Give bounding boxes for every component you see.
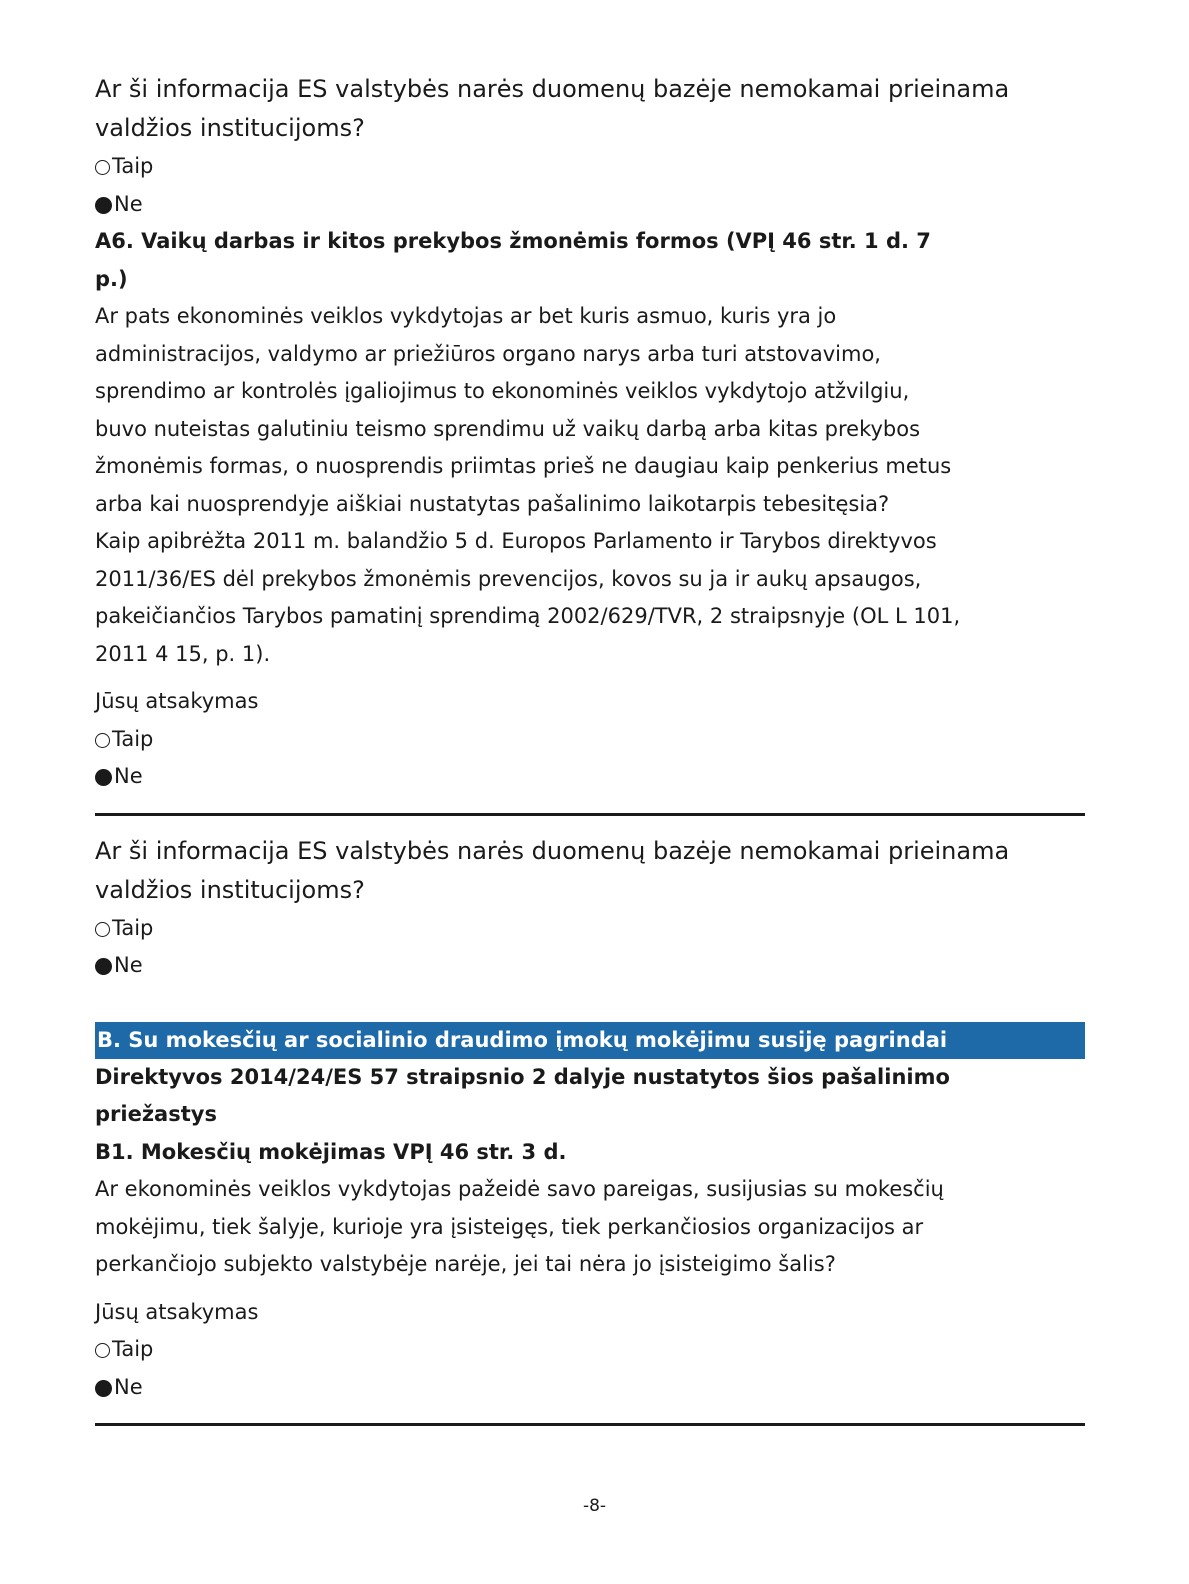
body-line: Kaip apibrėžta 2011 m. balandžio 5 d. Europos Parlamento ir Tarybos direktyvos <box>95 529 937 553</box>
section-heading-a6: p.) <box>95 266 128 291</box>
answer-label: Jūsų atsakymas <box>95 689 259 713</box>
radio-checked-icon <box>95 197 112 214</box>
document-content <box>95 70 1085 1426</box>
option-taip: Taip <box>95 148 1085 186</box>
question-line: valdžios institucijoms? <box>95 875 365 904</box>
radio-unchecked-icon <box>95 160 110 175</box>
option-taip: Taip <box>95 721 1085 759</box>
body-line: 2011/36/ES dėl prekybos žmonėmis prevencijos, kovos su ja ir aukų apsaugos, <box>95 566 922 591</box>
section-subtitle: priežastys <box>95 1102 217 1126</box>
body-line: Ar pats ekonominės veiklos vykdytojas ar bet kuris asmuo, kuris yra jo <box>95 304 837 328</box>
body-line: perkančiojo subjekto valstybėje narėje, jei tai nėra jo įsisteigimo šalis? <box>95 1252 836 1276</box>
body-line: žmonėmis formas, o nuosprendis priimtas prieš ne daugiau kaip penkerius metus <box>95 454 952 478</box>
option-ne: Ne <box>95 186 1085 224</box>
section-heading-b1: B1. Mokesčių mokėjimas VPĮ 46 str. 3 d. <box>95 1139 567 1164</box>
page-number: -8- <box>582 1496 607 1516</box>
body-line: Ar ekonominės veiklos vykdytojas pažeidė savo pareigas, susijusias su mokesčių <box>95 1177 944 1201</box>
section-subtitle: Direktyvos 2014/24/ES 57 straipsnio 2 dalyje nustatytos šios pašalinimo <box>95 1064 950 1089</box>
radio-unchecked-icon <box>95 1343 110 1358</box>
option-taip: Taip <box>95 1331 1085 1369</box>
body-line: pakeičiančios Tarybos pamatinį sprendimą 2002/629/TVR, 2 straipsnyje (OL L 101, <box>95 604 961 628</box>
question-line: Ar ši informacija ES valstybės narės duomenų bazėje nemokamai prieinama <box>95 75 1010 103</box>
body-line: buvo nuteistas galutiniu teismo sprendimu už vaikų darbą arba kitas prekybos <box>95 416 921 441</box>
radio-unchecked-icon <box>95 922 110 937</box>
divider <box>95 1423 1085 1426</box>
answer-label: Jūsų atsakymas <box>95 1299 259 1324</box>
question-line: valdžios institucijoms? <box>95 114 365 142</box>
question-line: Ar ši informacija ES valstybės narės duomenų bazėje nemokamai prieinama <box>95 836 1010 865</box>
radio-unchecked-icon <box>95 733 110 748</box>
option-ne: Ne <box>95 758 1085 796</box>
option-ne: Ne <box>95 1369 1085 1407</box>
option-ne: Ne <box>95 947 1085 985</box>
option-taip: Taip <box>95 910 1085 948</box>
body-line: 2011 4 15, p. 1). <box>95 641 271 666</box>
body-line: sprendimo ar kontrolės įgaliojimus to ekonominės veiklos vykdytojo atžvilgiu, <box>95 379 910 403</box>
radio-checked-icon <box>95 769 112 786</box>
radio-checked-icon <box>95 1380 112 1397</box>
body-line: mokėjimu, tiek šalyje, kurioje yra įsisteigęs, tiek perkančiosios organizacijos ar <box>95 1214 924 1239</box>
body-line: administracijos, valdymo ar priežiūros organo narys arba turi atstovavimo, <box>95 341 881 366</box>
section-title-b: B. Su mokesčių ar socialinio draudimo įmokų mokėjimu susiję pagrindai <box>95 1022 1085 1059</box>
radio-checked-icon <box>95 958 112 975</box>
body-line: arba kai nuosprendyje aiškiai nustatytas pašalinimo laikotarpis tebesitęsia? <box>95 491 890 516</box>
section-heading-a6: A6. Vaikų darbas ir kitos prekybos žmonėmis formos (VPĮ 46 str. 1 d. 7 <box>95 229 931 253</box>
